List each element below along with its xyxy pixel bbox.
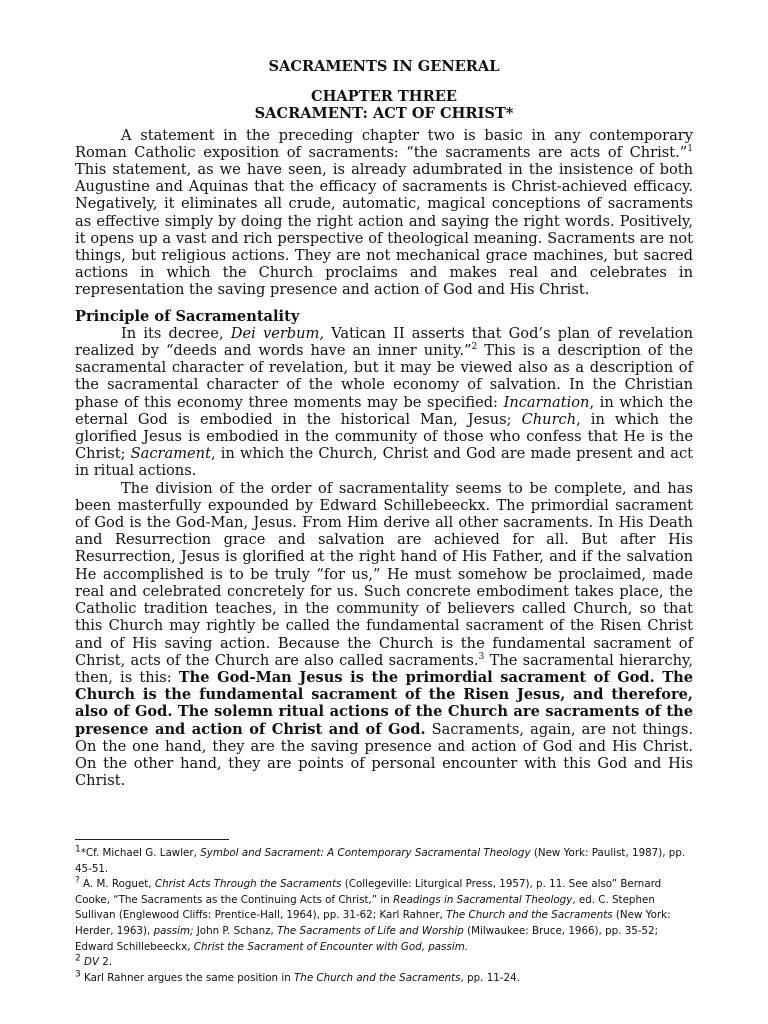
italic-text: The Church and the Sacraments — [446, 909, 613, 922]
footnote-mark: 2 — [75, 953, 81, 964]
paragraph-2 — [75, 325, 693, 480]
text: This statement, as we have seen, is already adumbrated in the insistence of both Augustine and Aquinas that the efficacy of sacraments is Christ-achieved efficacy. Negatively, it eliminates all crude, automatic, magical conceptions of sacraments as effective simply by doing the right action and saying the right words. Positively, it opens up a vast and rich perspective of theological meaning. Sacraments are not things, but religious actions. They are not mechanical grace machines, but sacred actions in which the Church proclaims and makes real and celebrates in representation the saving presence and action of God and His Christ. — [75, 161, 693, 299]
italic-text: Christ the Sacrament of Encounter with God, passim. — [193, 940, 469, 953]
italic-text: Readings in Sacramental Theology — [393, 893, 573, 906]
text: 2. — [99, 956, 113, 969]
text: In its decree, — [121, 324, 231, 342]
text: Karl Rahner argues the same position in — [80, 971, 294, 984]
text: (Milwaukee: Bruce, 1966), pp. 35-52; Edward Schillebeeckx, — [75, 924, 659, 953]
italic-text: Church — [521, 410, 577, 428]
main-title: SACRAMENTS IN GENERAL — [268, 58, 500, 75]
text: The division of the order of sacramentality seems to be complete, and has been masterfully expounded by Edward Schillebeeckx. The primordial sacrament of God is the God-Man, Jesus. From Him derive all other sacraments. In His Death and Resurrection grace and salvation are achieved for all. But after His Resurrection, Jesus is glorified at the right hand of His Father, and if the salvation He accomplished is to be truly “for us,” He must somehow be proclaimed, made real and celebrated concretely for us. Such concrete embodiment takes place, the Catholic tradition teaches, in the community of believers called Church, so that this Church may rightly be called the fundamental sacrament of the Risen Christ and of His saving action. Because the Church is the fundamental sacrament of Christ, acts of the Church are also called sacraments. — [75, 479, 693, 669]
italic-text: Symbol and Sacrament: A Contemporary Sacramental Theology — [200, 847, 531, 859]
text: This is a description of the sacramental character of revelation, but it may be viewed also as a description of the sacramental character of the whole economy of salvation. In the Christian phase of this economy three moments may be specified: — [75, 342, 694, 411]
text: Vatican II asserts that God’s plan of revelation realized by “deeds and words have an inner unity.” — [75, 324, 693, 360]
italic-text: Dei verbum, — [230, 324, 325, 342]
text: (Collegeville: Liturgical Press, 1957), p. 11. See also” Bernard Cooke, “The Sacraments as the Continuing Acts of Christ,” in — [75, 878, 662, 906]
section-heading: Principle of Sacramentality — [75, 307, 300, 325]
footnote-2 — [75, 877, 693, 955]
footnote-4 — [75, 971, 693, 987]
footnote-ref[interactable]: 3 — [478, 651, 485, 662]
footnotes — [75, 846, 693, 986]
paragraph-3 — [75, 480, 693, 790]
italic-text: DV — [84, 956, 99, 969]
footnote-ref[interactable]: 1 — [687, 143, 693, 154]
text: John P. Schanz, — [193, 924, 278, 937]
italic-text: The Church and the Sacraments — [294, 971, 461, 984]
footnote-mark: 1 — [75, 844, 81, 855]
text: *Cf. Michael G. Lawler, — [80, 847, 201, 859]
italic-text: passim; — [153, 924, 194, 937]
footnote-ref[interactable]: 2 — [471, 342, 478, 353]
text: , in which the eternal God is embodied in the historical Man, Jesus; — [75, 393, 694, 428]
italic-text: The Sacraments of Life and Worship — [277, 924, 464, 937]
text: , pp. 11-24. — [460, 971, 520, 984]
text: A statement in the preceding chapter two is basic in any contemporary Roman Catholic exposition of sacraments: “the sacraments are acts of Christ.” — [75, 126, 693, 161]
italic-text: Christ Acts Through the Sacraments — [154, 878, 342, 891]
document-page — [75, 58, 693, 789]
text: (New York: Paulist, 1987), pp. 45-51. — [75, 847, 686, 875]
italic-text: Incarnation — [503, 393, 590, 411]
text: , ed. C. Stephen Sullivan (Englewood Cliffs: Prentice-Hall, 1964), pp. 31-62; Karl Rahner, — [75, 893, 655, 922]
text: , in which the Church, Christ and God are made present and act in ritual actions. — [75, 445, 693, 480]
text: (New York: Herder, 1963), — [75, 909, 671, 937]
footnote-mark: ? — [75, 875, 80, 886]
footnote-separator — [75, 839, 229, 840]
italic-text: Sacrament — [130, 445, 211, 463]
footnote-mark: 3 — [75, 969, 81, 980]
chapter-number: CHAPTER THREE — [311, 88, 457, 106]
paragraph-1 — [75, 127, 693, 299]
footnote-1 — [75, 846, 693, 877]
bold-statement: The God-Man Jesus is the primordial sacrament of God. The Church is the fundamental sacrament of the Risen Jesus, and therefore, also of God. The solemn ritual actions of the Church are sacraments of the presence and action of Christ and of God. — [75, 668, 693, 738]
footnote-3 — [75, 955, 693, 971]
text: Sacraments, again, are not things. On the one hand, they are the saving presence and action of God and His Christ. On the other hand, they are points of personal encounter with this God and His Christ. — [75, 720, 693, 790]
text: The sacramental hierarchy, then, is this: — [75, 651, 693, 686]
chapter-title: SACRAMENT: ACT OF CHRIST* — [254, 105, 514, 123]
text: , in which the glorified Jesus is embodied in the community of those who confess that He is the Christ; — [75, 410, 693, 463]
text: A. M. Roguet, — [79, 878, 155, 891]
